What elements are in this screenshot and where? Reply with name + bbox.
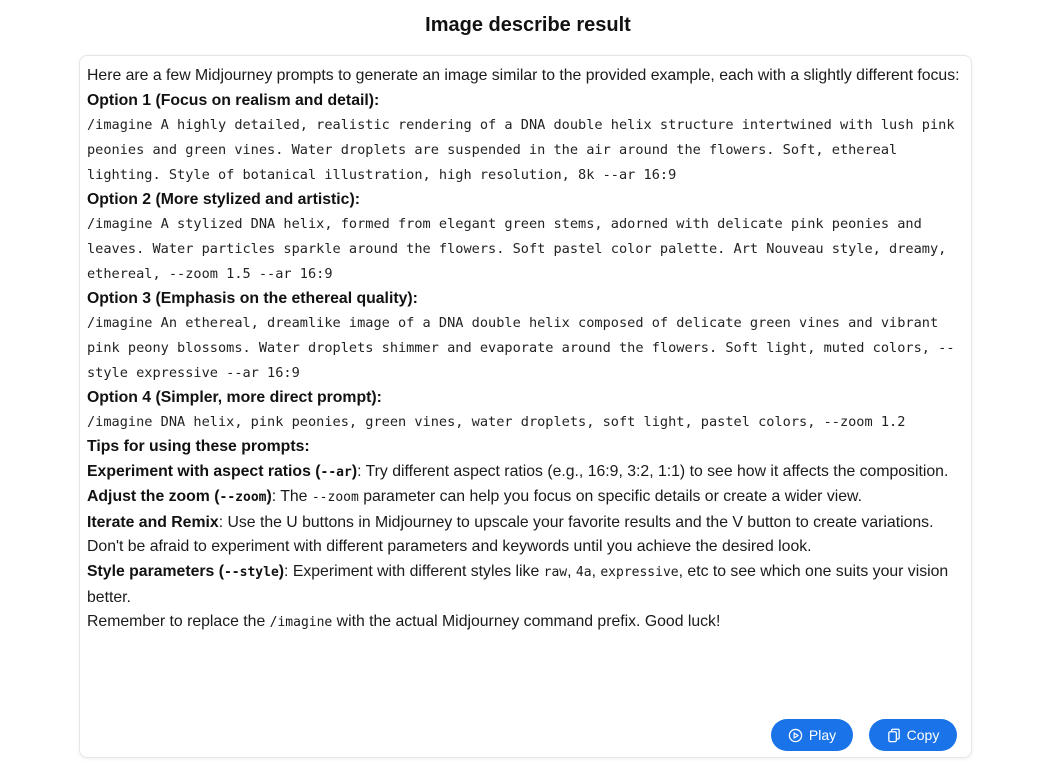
play-circle-icon <box>788 728 803 743</box>
option-heading: Option 2 (More stylized and artistic): <box>87 190 360 208</box>
page-title: Image describe result <box>425 14 631 36</box>
copy-label: Copy <box>906 727 940 743</box>
play-label: Play <box>808 727 837 743</box>
option-heading: Option 3 (Emphasis on the ethereal quality): <box>87 289 418 307</box>
option-heading: Option 1 (Focus on realism and detail): <box>87 91 380 109</box>
tip-zoom: Adjust the zoom (--zoom): The --zoom parameter can help you focus on specific details or create a wider view. <box>87 488 862 506</box>
tip-iterate-remix: Iterate and Remix: Use the U buttons in Midjourney to upscale your favorite results and the V button to create variations. Don't be afraid to experiment with different parameters and keywords until you achieve the desired look. <box>87 513 934 556</box>
option-heading: Option 4 (Simpler, more direct prompt): <box>87 388 382 406</box>
option-prompt: /imagine A highly detailed, realistic rendering of a DNA double helix structure intertwined with lush pink peonies and green vines. Water droplets are suspended in the air around the flowers. Soft, ethereal lighting. Style of botanical illustration, high resolution, 8k --ar 16:9 <box>87 117 955 183</box>
option-prompt: /imagine An ethereal, dreamlike image of a DNA double helix composed of delicate green vines and vibrant pink peony blossoms. Water droplets shimmer and evaporate around the flowers. Soft light, muted colors, --style expressive --ar 16:9 <box>87 315 955 381</box>
tips-heading: Tips for using these prompts: <box>87 437 310 455</box>
play-button[interactable] <box>771 719 853 751</box>
copy-button[interactable] <box>869 719 957 751</box>
tip-aspect-ratio: Experiment with aspect ratios (--ar): Try different aspect ratios (e.g., 16:9, 3:2, 1:1) to see how it affects the composition. <box>87 462 949 480</box>
option-prompt: /imagine A stylized DNA helix, formed from elegant green stems, adorned with delicate pink peonies and leaves. Water particles sparkle around the flowers. Soft pastel color palette. Art Nouveau style, dreamy, ethereal, --zoom 1.5 --ar 16:9 <box>87 216 947 282</box>
result-text <box>87 64 963 636</box>
intro-text: Here are a few Midjourney prompts to generate an image similar to the provided example, each with a slightly different focus: <box>87 67 960 84</box>
tip-style: Style parameters (--style): Experiment with different styles like raw, 4a, expressive, etc to see which one suits your vision better. <box>87 562 949 606</box>
copy-icon <box>887 728 901 743</box>
result-card <box>79 55 972 758</box>
option-prompt: /imagine DNA helix, pink peonies, green vines, water droplets, soft light, pastel colors, --zoom 1.2 <box>87 414 906 431</box>
closing-text: Remember to replace the /imagine with the actual Midjourney command prefix. Good luck! <box>87 613 721 631</box>
